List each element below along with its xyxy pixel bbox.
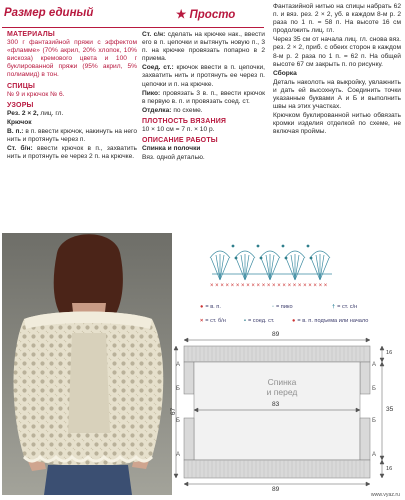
legend-piko-text: = пико	[275, 304, 293, 310]
mark-b-top-right: Б	[372, 386, 376, 392]
mark-b-top-left: Б	[176, 386, 180, 392]
vp-instruction	[7, 128, 137, 144]
mark-a-bottom-right: А	[372, 452, 377, 458]
picot-dots	[232, 245, 313, 260]
column-stitches	[142, 31, 265, 163]
piko-instruction	[142, 90, 265, 106]
soed-label: Соед. ст.:	[142, 64, 174, 72]
watermark: www.vyaz.ru	[370, 492, 400, 498]
panel-label-line1: Спинка	[267, 377, 297, 387]
dim-bottom-rib: 16	[386, 466, 393, 472]
rib-pattern	[7, 110, 137, 118]
stb-instruction	[7, 145, 137, 161]
mark-a-top-left: А	[176, 362, 181, 368]
schematic-drawing	[174, 338, 384, 486]
dim-mid-height: 35	[386, 406, 394, 413]
edging-paragraph: Крючком буклированной нитью обвязать кромки изделия отделкой по схеме, не включая проймы.	[273, 112, 401, 136]
difficulty-label	[176, 7, 235, 21]
otdelka-text: по схеме.	[171, 106, 203, 114]
legend-stsn	[332, 304, 357, 310]
panel-label	[252, 377, 312, 397]
difficulty-text: Просто	[189, 9, 236, 21]
fan-motif-2	[235, 251, 255, 280]
otdelka-label: Отделка:	[142, 106, 172, 114]
dim-top-rib: 16	[386, 350, 393, 356]
stsn-instruction	[142, 31, 265, 63]
description-heading: ОПИСАНИЕ РАБОТЫ	[142, 137, 218, 145]
chain-stitch-icon: ●	[200, 304, 204, 310]
increase-paragraph: Через 35 см от начала лиц. гл. снова вяз. рез. 2 × 2, приб. с обеих сторон в каждом 8-м р. 2 раза по 1 п. = 62 п. На общей высоте 67 см закрыть п. по рисунку.	[273, 36, 401, 68]
slip-stitch-icon: •	[244, 318, 246, 324]
fan-motif-1	[210, 251, 230, 280]
column-instructions	[273, 3, 401, 138]
needles-text: № 9 и крючок № 6.	[7, 90, 65, 98]
mark-a-top-right: А	[372, 362, 377, 368]
diagram-area	[172, 232, 404, 500]
stb-text: ввести крючок в п., захватить нить и протянуть ее через 2 п. на крючке.	[7, 145, 137, 161]
dim-inner-width: 83	[272, 401, 280, 408]
star-icon: ★	[176, 9, 187, 21]
stsn-label: Ст. с/н:	[142, 31, 166, 38]
piko-label: Пико:	[142, 89, 161, 97]
fan-motif-3	[260, 251, 280, 280]
column-materials	[7, 31, 137, 162]
density-heading: ПЛОТНОСТЬ ВЯЗАНИЯ	[142, 117, 227, 125]
rib-label: Рез. 2 × 2,	[7, 109, 39, 117]
legend-soed	[244, 318, 274, 324]
assembly-paragraph: Деталь наколоть на выкройку, увлажнить и дать ей высохнуть. Соединить точки указанные буквами А и Б и выполнить швы на этих участках.	[273, 78, 401, 111]
mark-a-bottom-left: А	[176, 452, 181, 458]
stb-label: Ст. б/н:	[7, 145, 33, 153]
crochet-chart-svg	[172, 232, 404, 500]
patterns-heading: УЗОРЫ	[7, 101, 34, 109]
model-photo-illustration	[2, 233, 172, 495]
legend-lift	[292, 318, 368, 324]
header-divider	[2, 27, 264, 28]
crochet-chart	[210, 251, 332, 280]
legend-vp	[200, 304, 221, 310]
dim-total-height: 67	[170, 407, 178, 416]
materials-text: 300 г фантазийной пряжи с эффектом «фламме» (70% акрил, 20% хлопок, 10% вискоза) кремового цвета и 100 г буклированной пряжи (95% акрил, 5% полиамид) в тон.	[7, 39, 137, 79]
chain-row	[210, 283, 328, 289]
legend-lift-text: = в. п. подъема или начало	[297, 318, 369, 324]
legend-stsn-text: = ст. с/н	[337, 304, 358, 310]
density-text: 10 × 10 см = 7 п. × 10 р.	[142, 126, 215, 134]
legend-vp-text: = в. п.	[205, 304, 221, 310]
mark-b-bottom-right: Б	[372, 418, 376, 424]
svg-text:× × × × × × × × × × × × × × ×: × × × × × × × × × × × × × × × × × × × × × × ×	[210, 283, 328, 289]
legend-piko	[272, 304, 293, 310]
back-front-text: Вяз. одной деталью.	[142, 154, 205, 162]
size-label: Размер единый	[4, 7, 94, 19]
legend-stbn-text: = ст. б/н	[205, 318, 226, 324]
fan-motif-5	[310, 251, 330, 280]
otdelka-instruction	[142, 107, 265, 115]
turning-chain-icon: ●	[292, 318, 296, 324]
legend-stbn	[200, 318, 226, 324]
back-front-heading: Спинка и полочки	[142, 145, 201, 153]
soed-instruction	[142, 64, 265, 88]
piko-text: провязать 3 в. п., ввести крючок в первую в. п. и провязать соед. ст.	[142, 89, 265, 105]
assembly-heading: Сборка	[273, 69, 297, 77]
soed-text: крючок ввести в п. цепочки, захватить нить и протянуть ее через п. цепочки и п. на крючке.	[142, 64, 265, 88]
model-photo	[2, 233, 172, 495]
needles-heading: СПИЦЫ	[7, 82, 36, 90]
materials-heading: МАТЕРИАЛЫ	[7, 31, 55, 38]
mark-b-bottom-left: Б	[176, 418, 180, 424]
picot-icon: ◦	[272, 304, 274, 310]
double-crochet-icon: †	[332, 304, 336, 310]
vp-label: В. п.:	[7, 128, 24, 136]
dim-top-width: 89	[272, 331, 280, 338]
dim-bottom-width: 89	[272, 486, 280, 493]
crochet-heading: Крючок	[7, 118, 32, 126]
panel-label-line2: и перед	[266, 387, 298, 397]
stsn-text: сделать на крючке нак., ввести его в п. цепочки и вытянуть новую п., 3 п. на крючке провязать попарно в 2 приема.	[142, 31, 265, 63]
fan-motif-4	[285, 251, 305, 280]
legend-soed-text: = соед. ст.	[247, 318, 275, 324]
single-crochet-icon: ×	[200, 318, 204, 324]
vp-text: в п. ввести крючок, накинуть на него нить и протянуть через п.	[7, 128, 137, 144]
cast-on-paragraph: Фантазийной нитью на спицы набрать 62 п. и вяз. рез. 2 × 2, уб. в каждом 8-м р. 2 раза по 1 п. = 58 п. На высоте 16 см продолжить лиц. гл.	[273, 3, 401, 35]
rib-text: лиц. гл.	[38, 109, 64, 117]
